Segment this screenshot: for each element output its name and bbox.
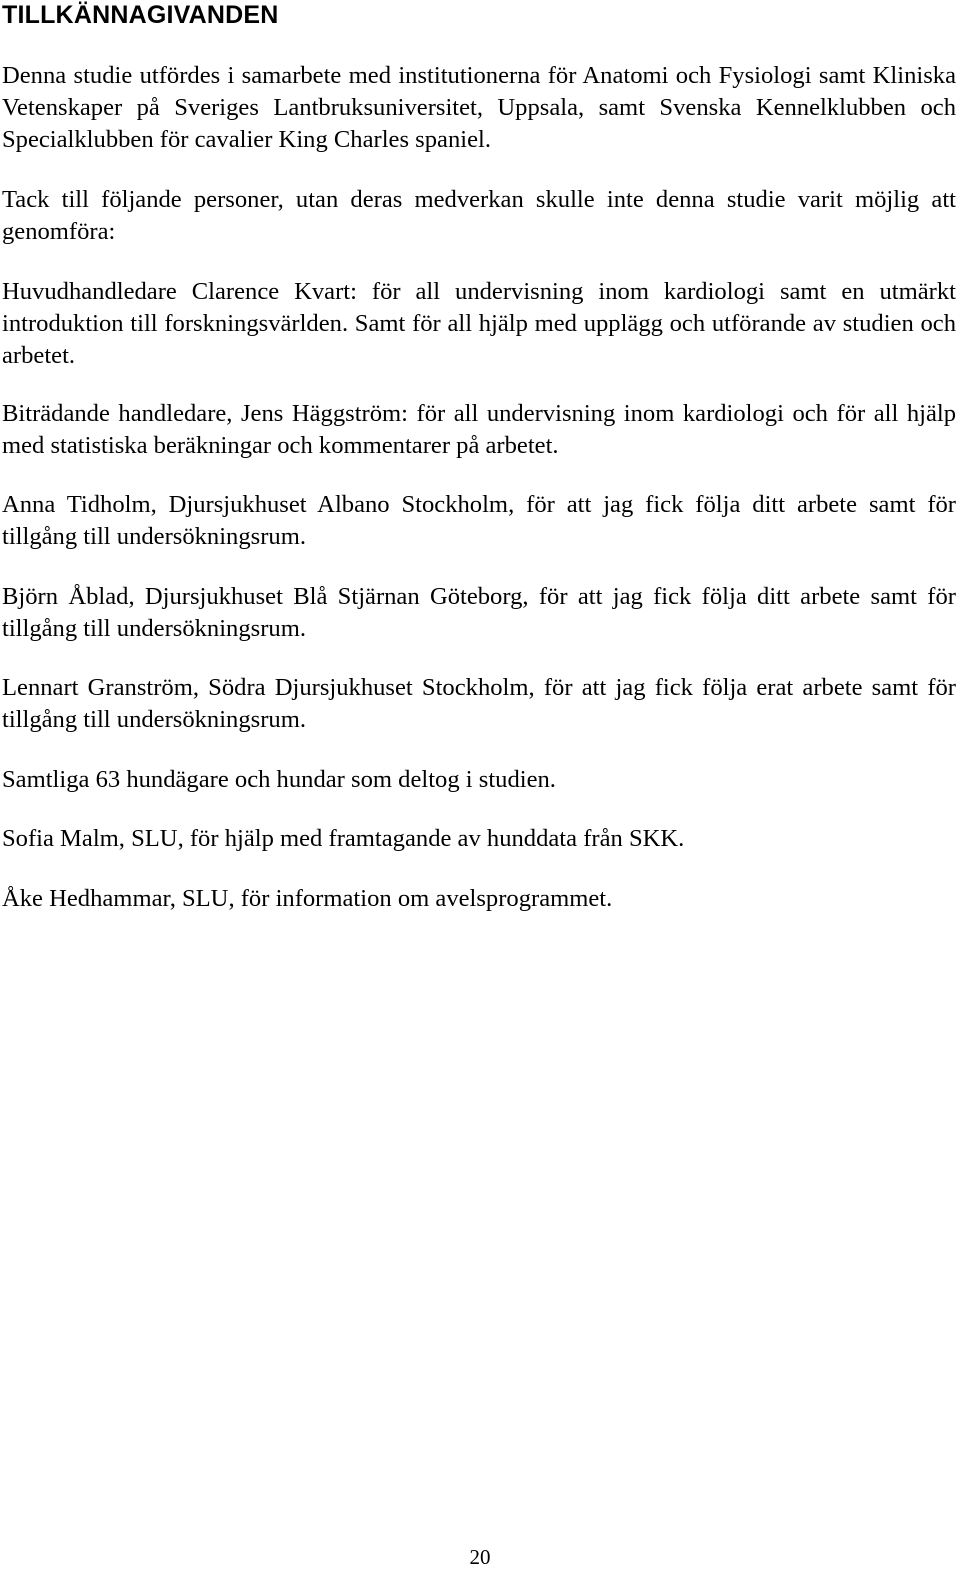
paragraph-main-supervisor: Huvudhandledare Clarence Kvart: för all undervisning inom kardiologi samt en utmärkt introduktion till forskningsvärlden. Samt för all hjälp med upplägg och utförande av studien och arbetet. (2, 278, 956, 369)
paragraph-bjorn-ablad: Björn Åblad, Djursjukhuset Blå Stjärnan Göteborg, för att jag fick följa ditt arbete samt för tillgång till undersökningsrum. (2, 583, 956, 642)
page-heading: TILLKÄNNAGIVANDEN (2, 1, 279, 29)
paragraph-lennart-granstrom: Lennart Granström, Södra Djursjukhuset Stockholm, för att jag fick följa erat arbete samt för tillgång till undersökningsrum. (2, 674, 956, 733)
paragraph-thanks: Tack till följande personer, utan deras medverkan skulle inte denna studie varit möjlig att genomföra: (2, 186, 956, 245)
paragraph-anna-tidholm: Anna Tidholm, Djursjukhuset Albano Stockholm, för att jag fick följa ditt arbete samt för tillgång till undersökningsrum. (2, 491, 956, 550)
paragraph-sofia-malm: Sofia Malm, SLU, för hjälp med framtagande av hunddata från SKK. (2, 825, 685, 852)
paragraph-assistant-supervisor: Biträdande handledare, Jens Häggström: för all undervisning inom kardiologi och för all hjälp med statistiska beräkningar och kommentarer på arbetet. (2, 400, 956, 459)
paragraph-dog-owners: Samtliga 63 hundägare och hundar som deltog i studien. (2, 766, 556, 793)
paragraph-intro: Denna studie utfördes i samarbete med institutionerna för Anatomi och Fysiologi samt Kliniska Vetenskaper på Sveriges Lantbruksuniversitet, Uppsala, samt Svenska Kennelklubben och Specialklubben för cavalier King Charles spaniel. (2, 62, 956, 153)
paragraph-ake-hedhammar: Åke Hedhammar, SLU, för information om avelsprogrammet. (2, 885, 613, 912)
page-number: 20 (469, 1545, 491, 1569)
